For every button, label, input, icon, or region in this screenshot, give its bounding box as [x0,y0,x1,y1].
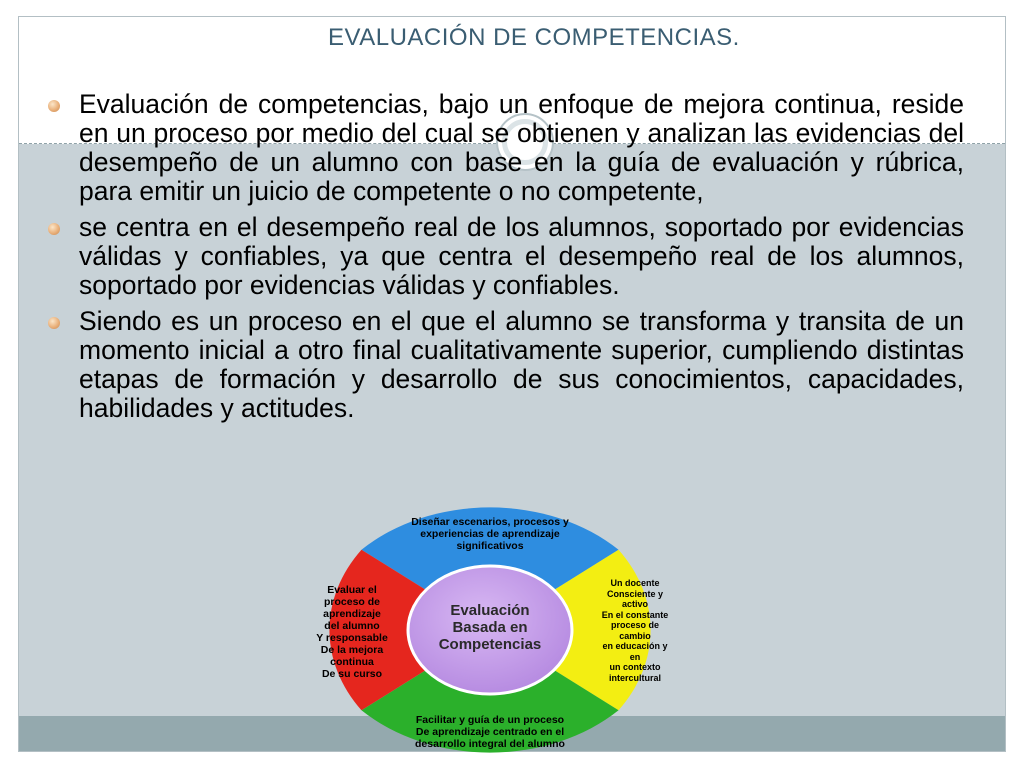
segment-top-label: Diseñar escenarios, procesos y experiencias de aprendizaje significativos [411,516,569,552]
bullet-dot-icon [48,100,60,112]
bullet-list [44,90,964,430]
bullet-dot-icon [48,223,60,235]
bullet-item [44,213,964,300]
bullet-item [44,90,964,206]
center-label: Evaluación Basada en Competencias [438,602,542,653]
bullet-dot-icon [48,317,60,329]
segment-bottom-label: Facilitar y guía de un proceso De aprendizaje centrado en el desarrollo integral del alumno [415,714,565,750]
slide-title: EVALUACIÓN DE COMPETENCIAS. [328,24,740,51]
bullet-text: Evaluación de competencias, bajo un enfoque de mejora continua, reside en un proceso por medio del cual se obtienen y analizan las evidencias del desempeño de un alumno con base en la guía de evaluación y rúbrica, para emitir un juicio de competente o no competente, [79,89,964,206]
segment-right-label: Un docente Consciente y activo En el constante proceso de cambio en educación y en un contexto intercultural [601,578,669,683]
segment-left-label: Evaluar el proceso de aprendizaje del alumno Y responsable De la mejora continua De su curso [316,584,388,680]
bullet-text: se centra en el desempeño real de los alumnos, soportado por evidencias válidas y confiables, ya que centra el desempeño real de los alumnos, soportado por evidencias válidas y confiables. [79,212,964,300]
bullet-text: Siendo es un proceso en el que el alumno se transforma y transita de un momento inicial a otro final cualitativamente superior, cumpliendo distintas etapas de formación y desarrollo de sus conocimientos, capacidades, habilidades y actitudes. [79,306,964,423]
bullet-item [44,307,964,423]
competency-diagram [300,494,680,768]
